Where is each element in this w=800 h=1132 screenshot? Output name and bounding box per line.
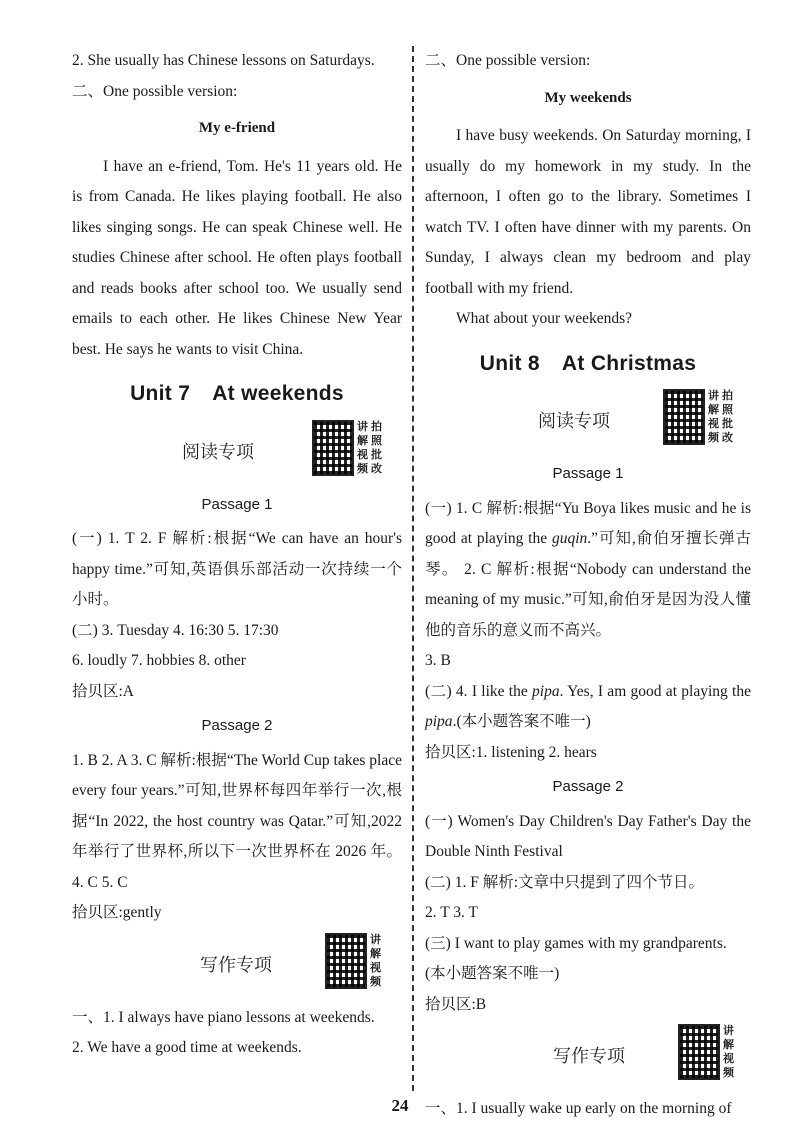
unit-title — [72, 379, 402, 410]
qr-code-icon[interactable] — [663, 389, 705, 445]
unit-name: At Christmas — [561, 351, 697, 375]
answer-block: (三) I want to play games with my grandparents. (本小题答案不唯一) — [425, 934, 727, 982]
writing-section-header — [425, 1024, 751, 1088]
left-column — [72, 46, 402, 1064]
qr-code-block[interactable] — [312, 420, 385, 476]
answer-block: 1. B 2. A 3. C 解析:根据“The World Cup takes place every four years.”可知,世界杯每四年举行一次,根据“In 2022, the host country was Qatar.”可知,2022 年举行了世界杯,所以下一次世界杯在 2026 年。 4. C 5. C — [72, 751, 402, 891]
qr-labels: 讲 解 视 频 — [370, 932, 381, 988]
answer-line: 一、1. I usually wake up early on the morning of — [425, 1100, 732, 1117]
essay-body: I have busy weekends. On Saturday morning, I usually do my homework in my study. In the afternoon, I often go to the library. Sometimes I watch TV. I often have dinner with my parents. On Sunday, I always clean my bedroom and play football with my friend. — [425, 127, 751, 297]
answer-line: 一、1. I always have piano lessons at weekends. — [72, 1008, 375, 1026]
writing-intro: 二、One possible version: — [72, 82, 238, 100]
passage-title: Passage 1 — [552, 465, 624, 482]
right-column — [425, 46, 751, 1125]
answer-block: (一) 1. T 2. F 解析:根据“We can have an hour's happy time.”可知,英语俱乐部活动一次持续一个小时。 — [72, 530, 402, 608]
unit-title — [425, 349, 751, 380]
unit-name: At weekends — [212, 382, 344, 405]
qr-labels: 讲 拍 解 照 视 批 频 改 — [357, 419, 382, 475]
essay-title: My weekends — [544, 89, 632, 106]
writing-intro: 二、One possible version: — [425, 52, 591, 69]
answer-line: 拾贝区:1. listening 2. hears — [425, 743, 597, 761]
qr-code-icon[interactable] — [325, 933, 367, 989]
essay-closing: What about your weekends? — [456, 310, 633, 327]
passage-title: Passage 2 — [201, 717, 273, 734]
answer-line: (二) 3. Tuesday 4. 16:30 5. 17:30 — [72, 621, 279, 639]
answer-line: 3. B — [425, 652, 451, 669]
passage-title: Passage 1 — [201, 495, 273, 513]
passage-title: Passage 2 — [552, 778, 624, 795]
qr-code-icon[interactable] — [312, 420, 354, 476]
column-divider — [412, 46, 414, 1091]
section-title: 阅读专项 — [538, 411, 610, 432]
answer-line: 2. We have a good time at weekends. — [72, 1039, 302, 1056]
reading-section-header — [425, 389, 751, 453]
section-title: 阅读专项 — [182, 441, 254, 463]
section-title: 写作专项 — [200, 954, 272, 976]
unit-number: Unit 7 — [130, 382, 191, 405]
answer-line: 2. T 3. T — [425, 904, 478, 921]
answer-line: (二) 1. F 解析:文章中只提到了四个节日。 — [425, 873, 705, 891]
answer-block: (二) 4. I like the pipa. Yes, I am good at playing the pipa.(本小题答案不唯一) — [425, 682, 751, 730]
section-title: 写作专项 — [553, 1046, 625, 1067]
answer-line: 2. She usually has Chinese lessons on Saturdays. — [72, 52, 375, 69]
reading-section-header — [72, 420, 402, 484]
answer-block: (一) Women's Day Children's Day Father's Day the Double Ninth Festival — [425, 812, 751, 860]
answer-block: (一) 1. C 解析:根据“Yu Boya likes music and he is good at playing the guqin.”可知,俞伯牙擅长弹古琴。 2. C 解析:根据“Nobody can understand the meaning of my music.”可知,俞伯牙是因为没人懂他的音乐的意义而不高兴。 — [425, 499, 751, 639]
essay-title: My e-friend — [198, 120, 276, 136]
qr-labels: 讲 拍 解 照 视 批 频 改 — [708, 389, 733, 444]
writing-section-header — [72, 933, 402, 997]
qr-labels: 讲 解 视 频 — [723, 1024, 734, 1079]
qr-code-block[interactable] — [325, 933, 384, 989]
answer-line: 拾贝区:gently — [72, 904, 162, 921]
unit-number: Unit 8 — [479, 351, 540, 375]
answer-line: 拾贝区:A — [72, 682, 135, 700]
answer-line: 6. loudly 7. hobbies 8. other — [72, 652, 246, 669]
qr-code-block[interactable] — [678, 1024, 737, 1080]
qr-code-block[interactable] — [663, 389, 736, 445]
answer-line: 拾贝区:B — [425, 995, 487, 1013]
page-number: 24 — [391, 1096, 409, 1115]
essay-body: I have an e-friend, Tom. He's 11 years old. He is from Canada. He likes playing football. He also likes singing songs. He can speak Chinese well. He studies Chinese after school. He often plays football and reads books after school too. We usually send emails to each other. He likes Chinese New Year best. He says he wants to visit China. — [72, 157, 402, 358]
qr-code-icon[interactable] — [678, 1024, 720, 1080]
